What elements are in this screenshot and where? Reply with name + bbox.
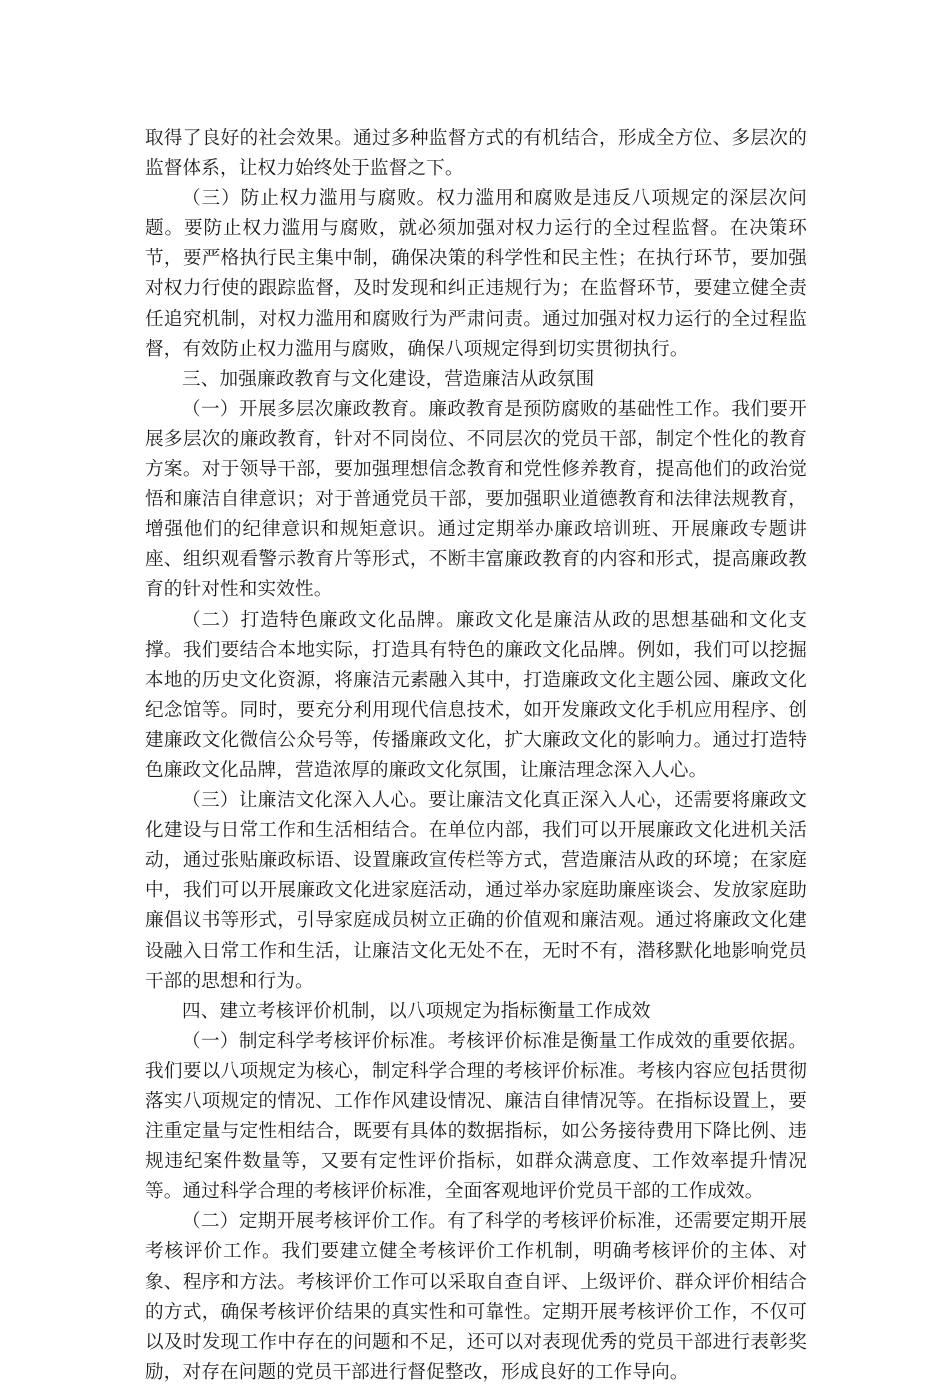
document-body [145,124,807,1388]
paragraph-evaluation-standard: （一）制定科学考核评价标准。考核评价标准是衡量工作成效的重要依据。我们要以八项规定为核心，制定科学合理的考核评价标准。考核内容应包括贯彻落实八项规定的情况、工作作风建设情况、廉洁自律情况等。在指标设置上，要注重定量与定性相结合，既要有具体的数据指标，如公务接待费用下降比例、违规违纪案件数量等，又要有定性评价指标，如群众满意度、工作效率提升情况等。通过科学合理的考核评价标准，全面客观地评价党员干部的工作成效。 [145,1030,807,1203]
paragraph-regular-evaluation: （二）定期开展考核评价工作。有了科学的考核评价标准，还需要定期开展考核评价工作。我们要建立健全考核评价工作机制，明确考核评价的主体、对象、程序和方法。考核评价工作可以采取自查自评、上级评价、群众评价相结合的方式，确保考核评价结果的真实性和可靠性。定期开展考核评价工作，不仅可以及时发现工作中存在的问题和不足，还可以对表现优秀的党员干部进行表彰奖励，对存在问题的党员干部进行督促整改，形成良好的工作导向。 [145,1211,807,1383]
section-heading-3: 三、加强廉政教育与文化建设，营造廉洁从政氛围 [182,368,595,390]
paragraph-prevent-power-abuse: （三）防止权力滥用与腐败。权力滥用和腐败是违反八项规定的深层次问题。要防止权力滥用与腐败，就必须加强对权力运行的全过程监督。在决策环节，要严格执行民主集中制，确保决策的科学性和民主性；在执行环节，要加强对权力行使的跟踪监督，及时发现和纠正违规行为；在监督环节，要建立健全责任追究机制，对权力滥用和腐败行为严肃问责。通过加强对权力运行的全过程监督，有效防止权力滥用与腐败，确保八项规定得到切实贯彻执行。 [145,188,807,360]
paragraph-culture-in-hearts: （三）让廉洁文化深入人心。要让廉洁文化真正深入人心，还需要将廉政文化建设与日常工作和生活相结合。在单位内部，我们可以开展廉政文化进机关活动，通过张贴廉政标语、设置廉政宣传栏等方式，营造廉洁从政的环境；在家庭中，我们可以开展廉政文化进家庭活动，通过举办家庭助廉座谈会、发放家庭助廉倡议书等形式，引导家庭成员树立正确的价值观和廉洁观。通过将廉政文化建设融入日常工作和生活，让廉洁文化无处不在，无时不有，潜移默化地影响党员干部的思想和行为。 [145,790,807,992]
paragraph-culture-brand: （二）打造特色廉政文化品牌。廉政文化是廉洁从政的思想基础和文化支撑。我们要结合本地实际，打造具有特色的廉政文化品牌。例如，我们可以挖掘本地的历史文化资源，将廉洁元素融入其中，打造廉政文化主题公园、廉政文化纪念馆等。同时，要充分利用现代信息技术，如开发廉政文化手机应用程序、创建廉政文化微信公众号等，传播廉政文化，扩大廉政文化的影响力。通过打造特色廉政文化品牌，营造浓厚的廉政文化氛围，让廉洁理念深入人心。 [145,609,807,781]
paragraph-continuation: 取得了良好的社会效果。通过多种监督方式的有机结合，形成全方位、多层次的监督体系，让权力始终处于监督之下。 [145,128,807,180]
paragraph-multilevel-education: （一）开展多层次廉政教育。廉政教育是预防腐败的基础性工作。我们要开展多层次的廉政教育，针对不同岗位、不同层次的党员干部，制定个性化的教育方案。对于领导干部，要加强理想信念教育和党性修养教育，提高他们的政治觉悟和廉洁自律意识；对于普通党员干部，要加强职业道德教育和法律法规教育，增强他们的纪律意识和规矩意识。通过定期举办廉政培训班、开展廉政专题讲座、组织观看警示教育片等形式，不断丰富廉政教育的内容和形式，提高廉政教育的针对性和实效性。 [145,398,807,601]
section-heading-4: 四、建立考核评价机制，以八项规定为指标衡量工作成效 [182,1000,651,1022]
